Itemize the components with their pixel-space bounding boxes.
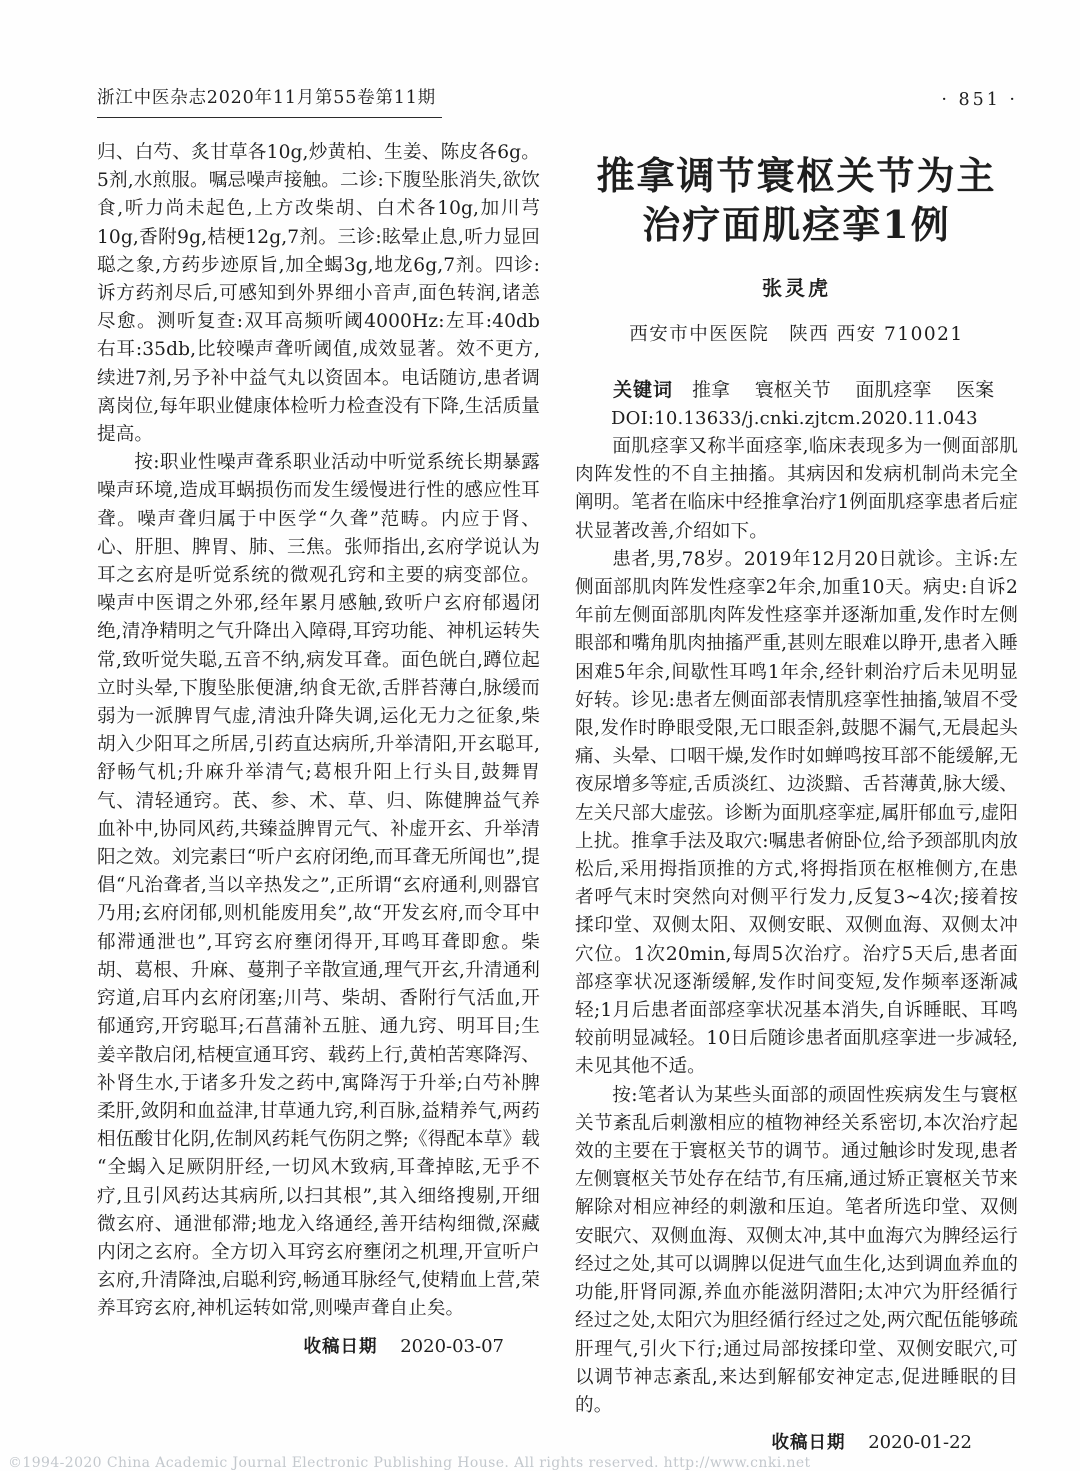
received-date-line-right	[575, 1429, 1018, 1457]
paragraph: 面肌痉挛又称半面痉挛,临床表现多为一侧面部肌肉阵发性的不自主抽搐。其病因和发病机制尚未完全阐明。笔者在临床中经推拿治疗1例面肌痉挛患者后症状显著改善,介绍如下。	[575, 436, 1018, 542]
keywords-label: 关键词	[613, 379, 674, 401]
right-column	[575, 139, 1018, 1457]
journal-issue-info: 浙江中医杂志2020年11月第55卷第11期	[97, 88, 442, 118]
copyright-footer	[8, 1455, 811, 1471]
page-header	[97, 88, 1018, 118]
article-title-line1: 推拿调节寰枢关节为主	[596, 153, 997, 198]
left-column-body	[97, 139, 540, 1324]
author-affiliation: 西安市中医医院 陕西 西安 710021	[629, 324, 964, 345]
author-name: 张灵虎	[762, 276, 831, 300]
article-title	[575, 151, 1018, 249]
received-date-label: 收稿日期	[303, 1336, 378, 1357]
received-date-label: 收稿日期	[771, 1433, 846, 1454]
copyright-text: ©1994-2020 China Academic Journal Electronic Publishing House. All rights reserved. http://www.cnki.net	[8, 1455, 811, 1471]
received-date-value: 2020-03-07	[400, 1335, 504, 1357]
keywords-list	[692, 379, 994, 401]
paragraph: 归、白芍、炙甘草各10g,炒黄柏、生姜、陈皮各6g。5剂,水煎服。嘱忌噪声接触。二诊:下腹坠胀消失,欲饮食,听力尚未起色,上方改柴胡、白术各10g,加川芎10g,香附9g,桔梗12g,7剂。三诊:眩晕止息,听力显回聪之象,方药步迹原旨,加全蝎3g,地龙6g,7剂。四诊:诉方药剂尽后,可感知到外界细小音声,面色转润,诸恙尽愈。测听复查:双耳高频听阈4000Hz:左耳:40db 右耳:35db,比较噪声聋听阈值,成效显著。效不更方,续进7剂,另予补中益气丸以资固本。电话随访,患者调离岗位,每年职业健康体检听力检查没有下降,生活质量提高。	[97, 142, 540, 446]
paragraph: 按:笔者认为某些头面部的顽固性疾病发生与寰枢关节紊乱后刺激相应的植物神经关系密切,本次治疗起效的主要在于寰枢关节的调节。通过触诊时发现,患者左侧寰枢关节处存在结节,有压痛,通过矫正寰枢关节来解除对相应神经的刺激和压迫。笔者所选印堂、双侧安眠穴、双侧血海、双侧太冲,其中血海穴为脾经运行经过之处,其可以调脾以促进气血生化,达到调血养血的功能,肝肾同源,养血亦能滋阴潜阳;太冲穴为肝经循行经过之处,太阳穴为胆经循行经过之处,两穴配伍能够疏肝理气,引火下行;通过局部按揉印堂、双侧安眠穴,可以调节神志紊乱,来达到解郁安神定志,促进睡眠的目的。	[575, 1084, 1018, 1416]
received-date-value: 2020-01-22	[868, 1432, 972, 1454]
left-column	[97, 139, 540, 1361]
keyword: 面肌痉挛	[855, 379, 932, 401]
paragraph: 按:职业性噪声聋系职业活动中听觉系统长期暴露噪声环境,造成耳蜗损伤而发生缓慢进行性的感应性耳聋。噪声聋归属于中医学“久聋”范畴。内应于肾、心、肝胆、脾胃、肺、三焦。张师指出,玄府学说认为耳之玄府是听觉系统的微观孔窍和主要的病变部位。噪声中医谓之外邪,经年累月感触,致听户玄府郁遏闭绝,清净精明之气升降出入障碍,耳窍功能、神机运转失常,致听觉失聪,五音不纳,病发耳聋。面色㿠白,蹲位起立时头晕,下腹坠胀便溏,纳食无欲,舌胖苔薄白,脉缓而弱为一派脾胃气虚,清浊升降失调,运化无力之征象,柴胡入少阳耳之所居,引药直达病所,升举清阳,开玄聪耳,舒畅气机;升麻升举清气;葛根升阳上行头目,鼓舞胃气、清轻通窍。芪、参、术、草、归、陈健脾益气养血补中,协同风药,共臻益脾胃元气、补虚开玄、升举清阳之效。刘完素曰“听户玄府闭绝,而耳聋无所闻也”,提倡“凡治聋者,当以辛热发之”,正所谓“玄府通利,则器官乃用;玄府闭郁,则机能废用矣”,故“开发玄府,而令耳中郁滞通泄也”,耳窍玄府壅闭得开,耳鸣耳聋即愈。柴胡、葛根、升麻、蔓荆子辛散宣通,理气开玄,升清通利窍道,启耳内玄府闭塞;川芎、柴胡、香附行气活血,开郁通窍,开窍聪耳;石菖蒲补五脏、通九窍、明耳目;生姜辛散启闭,桔梗宣通耳窍、载药上行,黄柏苦寒降泻、补肾生水,于诸多升发之药中,寓降泻于升举;白芍补脾柔肝,敛阴和血益津,甘草通九窍,利百脉,益精养气,两药相伍酸甘化阴,佐制风药耗气伤阴之弊;《得配本草》载“全蝎入足厥阴肝经,一切风木致病,耳聋掉眩,无乎不疗,且引风药达其病所,以扫其根”,其入细络搜剔,开细微玄府、通泄郁滞;地龙入络通经,善开结构细微,深藏内闭之玄府。全方切入耳窍玄府壅闭之机理,开宣听户玄府,升清降浊,启聪利窍,畅通耳脉经气,使精血上营,荣养耳窍玄府,神机运转如常,则噪声聋自止矣。	[97, 452, 540, 1320]
doi: DOI:10.13633/j.cnki.zjtcm.2020.11.043	[611, 408, 978, 429]
article-body	[575, 433, 1018, 1420]
article-title-line2: 治疗面肌痉挛1例	[642, 202, 951, 247]
keyword: 推拿	[692, 379, 731, 401]
keyword: 寰枢关节	[754, 379, 831, 401]
received-date-line-left	[97, 1333, 540, 1361]
keywords-line	[575, 377, 1018, 403]
paragraph: 患者,男,78岁。2019年12月20日就诊。主诉:左侧面部肌肉阵发性痉挛2年余,加重10天。病史:自诉2年前左侧面部肌肉阵发性痉挛并逐渐加重,发作时左侧眼部和嘴角肌肉抽搐严重,甚则左眼难以睁开,患者入睡困难5年余,间歇性耳鸣1年余,经针刺治疗后未见明显好转。诊见:患者左侧面部表情肌痉挛性抽搐,皱眉不受限,发作时睁眼受限,无口眼歪斜,鼓腮不漏气,无晨起头痛、头晕、口咽干燥,发作时如蝉鸣按耳部不能缓解,无夜尿增多等症,舌质淡红、边淡黯、舌苔薄黄,脉大缓、左关尺部大虚弦。诊断为面肌痉挛症,属肝郁血亏,虚阳上扰。推拿手法及取穴:嘱患者俯卧位,给予颈部肌肉放松后,采用拇指顶推的方式,将拇指顶在枢椎侧方,在患者呼气末时突然向对侧平行发力,反复3~4次;接着按揉印堂、双侧太阳、双侧安眠、双侧血海、双侧太冲穴位。1次20min,每周5次治疗。治疗5天后,患者面部痉挛状况逐渐缓解,发作时间变短,发作频率逐渐减轻;1月后患者面部痉挛状况基本消失,自诉睡眠、耳鸣较前明显减轻。10日后随诊患者面肌痉挛进一步减轻,未见其他不适。	[575, 548, 1018, 1078]
page-number: · 851 ·	[941, 90, 1018, 110]
keyword: 医案	[956, 379, 995, 401]
